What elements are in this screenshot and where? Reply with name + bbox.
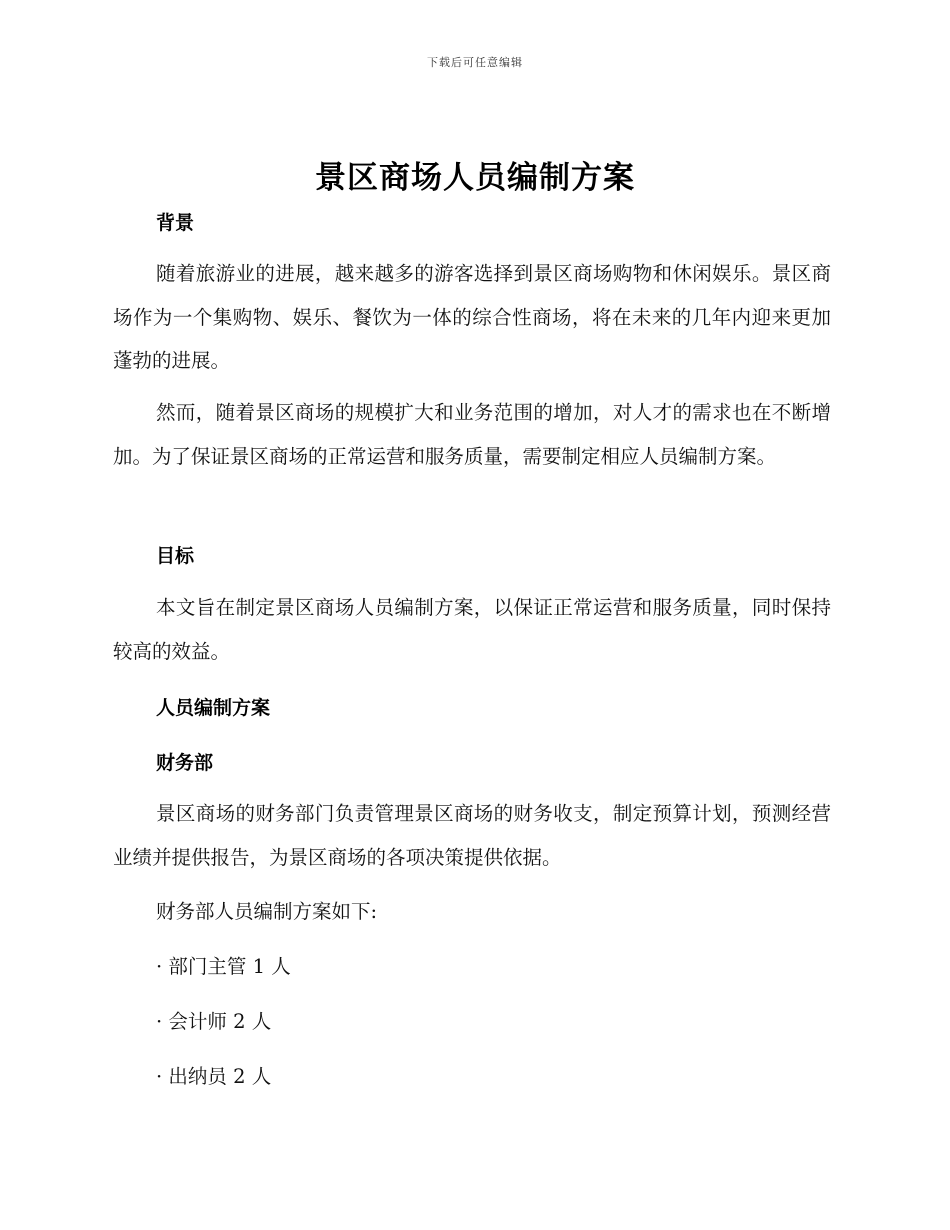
finance-intro: 财务部人员编制方案如下: xyxy=(156,900,378,923)
page-header-note: 下载后可任意编辑 xyxy=(427,56,523,69)
goal-paragraph: 本文旨在制定景区商场人员编制方案，以保证正常运营和服务质量，同时保持较高的效益。 xyxy=(113,596,831,663)
section-heading-staffing: 人员编制方案 xyxy=(156,697,271,719)
background-paragraph-2: 然而，随着景区商场的规模扩大和业务范围的增加，对人才的需求也在不断增加。为了保证景区商场的正常运营和服务质量，需要制定相应人员编制方案。 xyxy=(113,401,831,468)
finance-list-item: · 出纳员 2 人 xyxy=(156,1065,272,1088)
finance-list-item: · 部门主管 1 人 xyxy=(156,955,291,978)
finance-paragraph: 景区商场的财务部门负责管理景区商场的财务收支，制定预算计划，预测经营业绩并提供报告，为景区商场的各项决策提供依据。 xyxy=(113,802,831,869)
section-heading-background: 背景 xyxy=(156,212,195,234)
document-title: 景区商场人员编制方案 xyxy=(315,160,635,196)
finance-list-item: · 会计师 2 人 xyxy=(156,1010,272,1033)
background-paragraph-1: 随着旅游业的进展，越来越多的游客选择到景区商场购物和休闲娱乐。景区商场作为一个集购物、娱乐、餐饮为一体的综合性商场，将在未来的几年内迎来更加蓬勃的进展。 xyxy=(113,262,831,372)
subsection-heading-finance: 财务部 xyxy=(156,752,214,774)
section-heading-goal: 目标 xyxy=(156,545,195,567)
